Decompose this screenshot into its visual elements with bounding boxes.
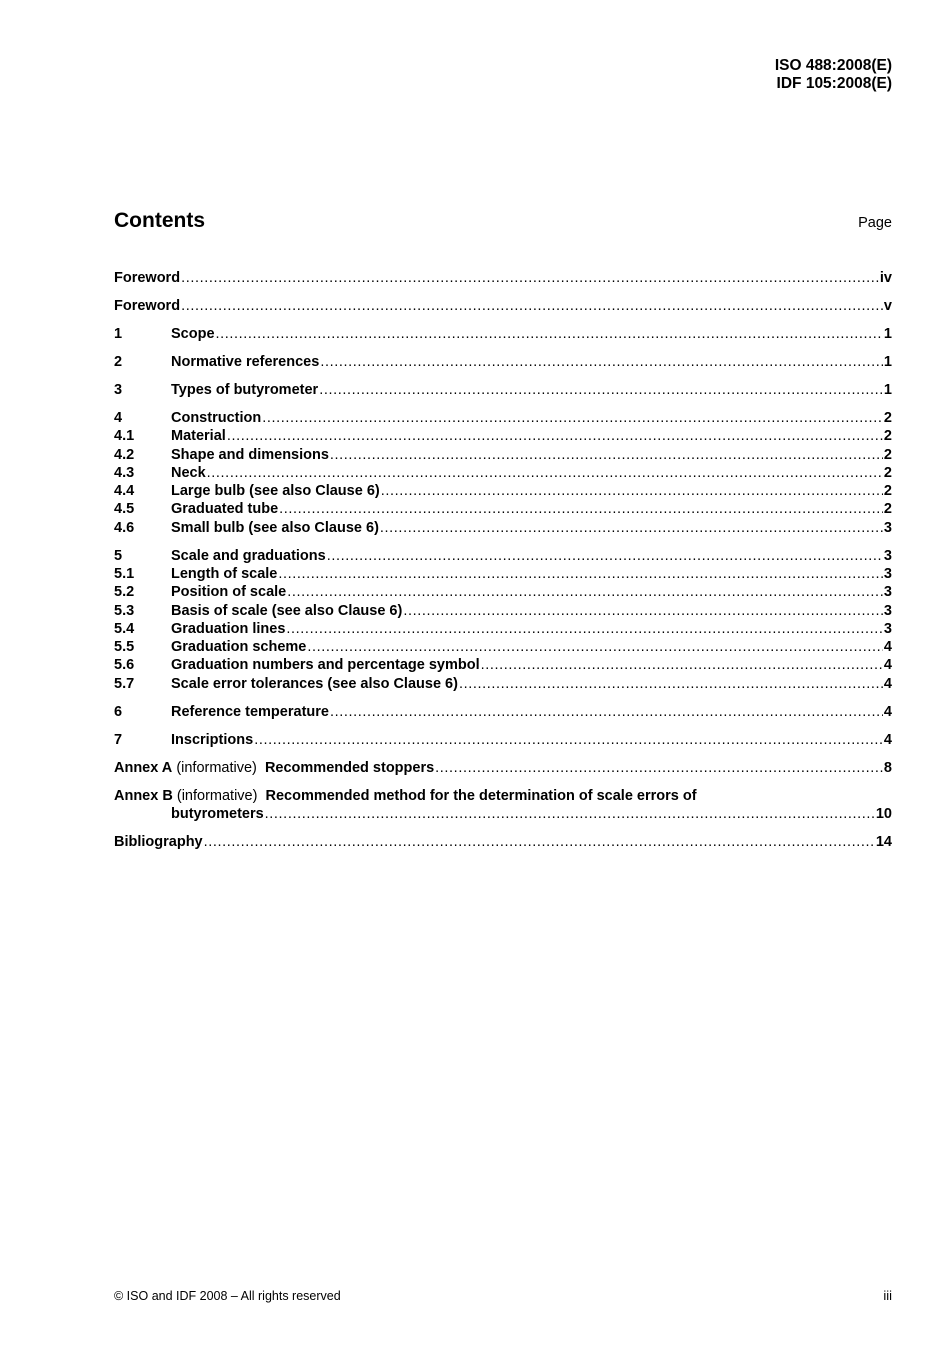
annex-qualifier: (informative) <box>176 787 258 804</box>
toc-entry-page: 2 <box>883 501 892 518</box>
toc-entry-page: 4 <box>883 675 892 692</box>
toc-entry-5-6[interactable] <box>114 656 892 674</box>
toc-entry-number: 4 <box>114 409 123 426</box>
toc-entry-5-2[interactable] <box>114 583 892 601</box>
toc-entry-foreword-2[interactable] <box>114 297 892 315</box>
toc-entry-title: Construction <box>171 409 262 426</box>
annex-qualifier: (informative) <box>176 759 257 776</box>
dot-leader <box>327 547 883 565</box>
dot-leader <box>330 446 883 464</box>
toc-entry-title: Basis of scale (see also Clause 6) <box>171 602 403 619</box>
toc-entry-title: Graduation lines <box>171 620 286 637</box>
dot-leader <box>286 620 883 638</box>
toc-entry-annex-b-continuation[interactable] <box>114 805 892 823</box>
toc-entry-page: 2 <box>883 464 892 481</box>
dot-leader <box>279 500 883 518</box>
toc-entry-4-2[interactable] <box>114 446 892 464</box>
toc-entry-number: 4.4 <box>114 483 135 500</box>
toc-entry-number: 3 <box>114 381 123 398</box>
dot-leader <box>320 353 883 371</box>
dot-leader <box>278 565 883 583</box>
toc-entry-number: 1 <box>114 325 123 342</box>
toc-entry-page: 4 <box>883 657 892 674</box>
toc-entry-page: 4 <box>883 731 892 748</box>
page-column-label: Page <box>858 215 892 231</box>
toc-entry-page: 8 <box>883 759 892 776</box>
toc-entry-page: 4 <box>883 703 892 720</box>
toc-entry-2[interactable] <box>114 353 892 371</box>
toc-entry-title: Large bulb (see also Clause 6) <box>171 483 380 500</box>
dot-leader <box>435 759 883 777</box>
copyright-notice: © ISO and IDF 2008 – All rights reserved <box>114 1289 341 1303</box>
toc-entry-title: Recommended stoppers <box>264 759 435 776</box>
toc-entry-page: 1 <box>883 381 892 398</box>
toc-entry-page: 2 <box>883 483 892 500</box>
toc-entry-title: Scale error tolerances (see also Clause 6) <box>171 675 458 692</box>
toc-entry-5-7[interactable] <box>114 675 892 693</box>
dot-leader <box>380 519 883 537</box>
toc-entry-title: Small bulb (see also Clause 6) <box>171 519 379 536</box>
page-title: Contents <box>114 209 205 232</box>
toc-entry-6[interactable] <box>114 703 892 721</box>
dot-leader <box>227 427 883 445</box>
toc-entry-number: 5.3 <box>114 602 135 619</box>
dot-leader <box>459 675 883 693</box>
toc-entry-page: v <box>883 297 892 314</box>
toc-entry-4[interactable] <box>114 409 892 427</box>
toc-entry-title: Foreword <box>114 297 181 314</box>
iso-reference: ISO 488:2008(E) <box>774 57 892 74</box>
toc-entry-number: 5.5 <box>114 639 135 656</box>
toc-entry-number: 4.6 <box>114 519 135 536</box>
toc-entry-title: Inscriptions <box>171 731 254 748</box>
table-of-contents <box>114 269 892 851</box>
toc-entry-number: 5.2 <box>114 584 135 601</box>
dot-leader <box>216 325 883 343</box>
toc-entry-page: 3 <box>883 547 892 564</box>
idf-reference: IDF 105:2008(E) <box>776 75 892 92</box>
toc-entry-4-6[interactable] <box>114 519 892 537</box>
toc-entry-page: 1 <box>883 325 892 342</box>
toc-entry-5-1[interactable] <box>114 565 892 583</box>
toc-entry-page: 1 <box>883 353 892 370</box>
toc-entry-number: 4.2 <box>114 446 135 463</box>
dot-leader <box>381 482 883 500</box>
toc-entry-page: 3 <box>883 602 892 619</box>
dot-leader <box>403 602 883 620</box>
toc-entry-annex-b[interactable] <box>114 787 892 805</box>
toc-entry-title: Scale and graduations <box>171 547 326 564</box>
toc-entry-title: Reference temperature <box>171 703 329 720</box>
toc-entry-1[interactable] <box>114 325 892 343</box>
toc-entry-title: Normative references <box>171 353 320 370</box>
toc-entry-title: Graduation numbers and percentage symbol <box>171 657 480 674</box>
toc-entry-page: 2 <box>883 428 892 445</box>
dot-leader <box>287 583 883 601</box>
page-number: iii <box>883 1288 892 1303</box>
annex-label: Annex B <box>114 787 173 804</box>
toc-entry-number: 2 <box>114 353 123 370</box>
toc-entry-5-3[interactable] <box>114 602 892 620</box>
toc-entry-title: Neck <box>171 464 206 481</box>
toc-entry-page: iv <box>879 270 892 286</box>
dot-leader <box>481 656 883 674</box>
toc-entry-number: 5.4 <box>114 620 135 637</box>
toc-entry-bibliography[interactable] <box>114 833 892 851</box>
toc-entry-title: Recommended method for the determination of scale errors of <box>265 787 697 804</box>
toc-entry-page: 3 <box>883 620 892 637</box>
toc-entry-number: 6 <box>114 703 123 720</box>
toc-entry-3[interactable] <box>114 381 892 399</box>
toc-entry-page: 14 <box>875 833 892 850</box>
dot-leader <box>181 297 883 315</box>
toc-entry-page: 3 <box>883 584 892 601</box>
toc-entry-page: 10 <box>875 806 892 822</box>
toc-entry-page: 2 <box>883 409 892 426</box>
dot-leader <box>207 464 883 482</box>
toc-entry-7[interactable] <box>114 731 892 749</box>
toc-entry-title: Bibliography <box>114 833 203 850</box>
toc-entry-4-3[interactable] <box>114 464 892 482</box>
document-header <box>775 57 892 93</box>
toc-entry-4-5[interactable] <box>114 500 892 518</box>
toc-entry-title: Graduation scheme <box>171 639 307 656</box>
dot-leader <box>181 269 879 287</box>
toc-entry-foreword-1[interactable] <box>114 269 892 287</box>
dot-leader <box>330 703 883 721</box>
dot-leader <box>204 833 875 851</box>
annex-label: Annex A <box>114 759 173 776</box>
toc-entry-number: 5.1 <box>114 565 135 582</box>
dot-leader <box>254 731 883 749</box>
toc-entry-page: 3 <box>883 519 892 536</box>
toc-entry-number: 5.7 <box>114 675 135 692</box>
toc-entry-annex-a[interactable] <box>114 759 892 777</box>
toc-entry-5-4[interactable] <box>114 620 892 638</box>
toc-entry-page: 3 <box>883 565 892 582</box>
dot-leader <box>319 381 883 399</box>
toc-entry-title: Position of scale <box>171 584 287 601</box>
toc-entry-page: 4 <box>883 639 892 656</box>
toc-entry-title: Types of butyrometer <box>171 381 319 398</box>
toc-entry-title: Scope <box>171 325 215 342</box>
dot-leader <box>262 409 883 427</box>
toc-entry-number: 5 <box>114 547 123 564</box>
toc-entry-title: Foreword <box>114 270 181 286</box>
toc-entry-title-continuation: butyrometers <box>171 806 264 822</box>
toc-entry-5[interactable] <box>114 547 892 565</box>
toc-entry-4-4[interactable] <box>114 482 892 500</box>
toc-entry-title: Graduated tube <box>171 501 279 518</box>
toc-entry-number: 5.6 <box>114 657 135 674</box>
toc-entry-title: Shape and dimensions <box>171 446 329 463</box>
dot-leader <box>265 805 875 823</box>
dot-leader <box>307 638 883 656</box>
toc-entry-number: 7 <box>114 731 123 748</box>
toc-entry-title: Length of scale <box>171 565 278 582</box>
toc-entry-5-5[interactable] <box>114 638 892 656</box>
toc-entry-number: 4.3 <box>114 464 135 481</box>
toc-entry-4-1[interactable] <box>114 427 892 445</box>
toc-entry-page: 2 <box>883 446 892 463</box>
toc-entry-title: Material <box>171 428 226 445</box>
toc-entry-number: 4.1 <box>114 428 135 445</box>
toc-entry-number: 4.5 <box>114 501 135 518</box>
